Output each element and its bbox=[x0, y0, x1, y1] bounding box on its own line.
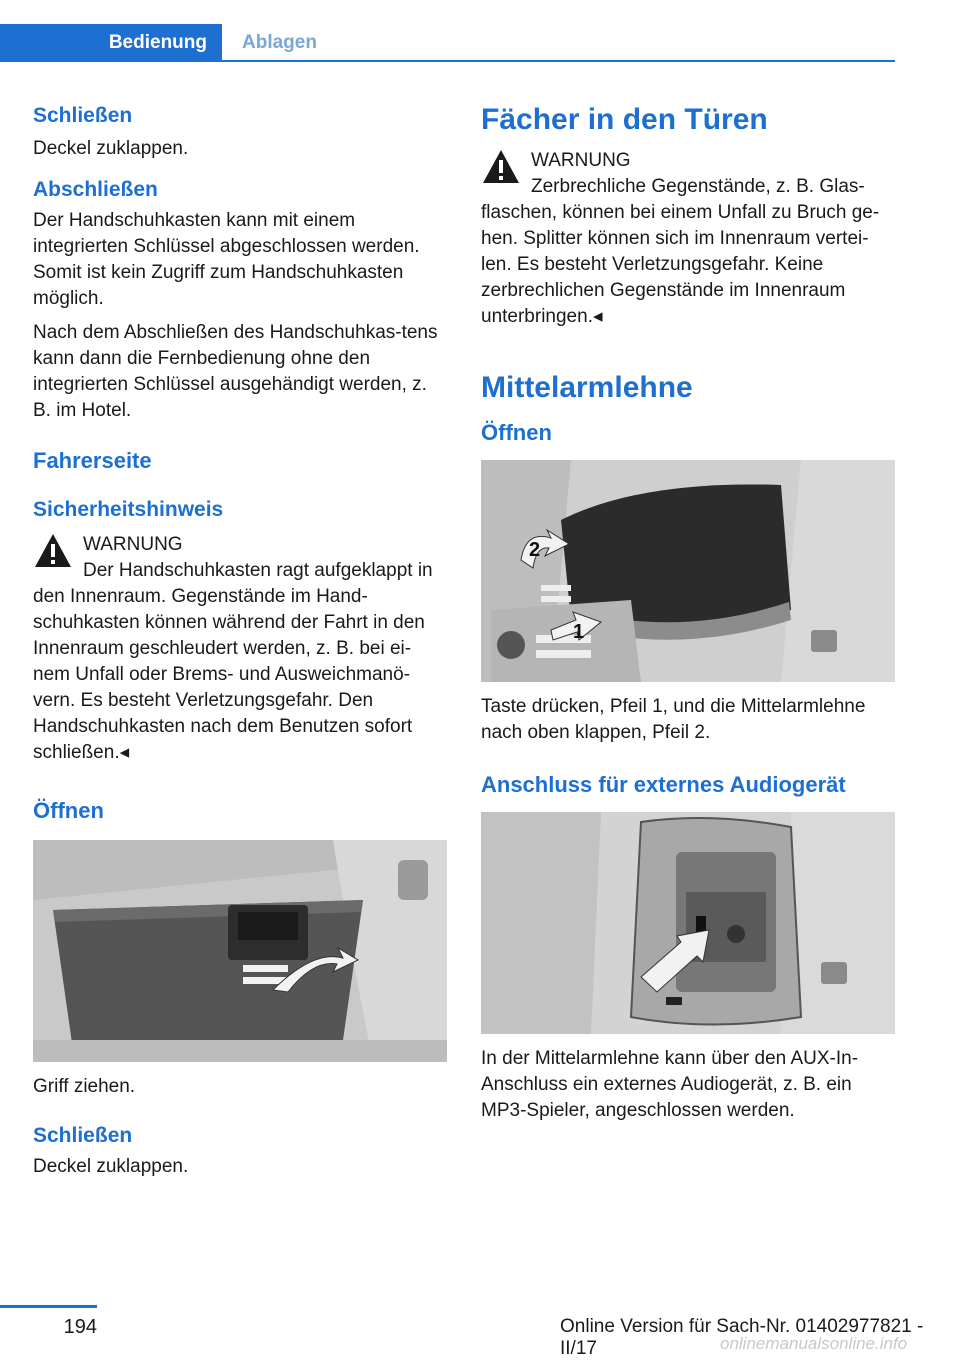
warning-block-right bbox=[481, 148, 895, 330]
warning-triangle-icon bbox=[481, 148, 521, 186]
left-column bbox=[33, 100, 447, 1180]
heading-faecher-tueren: Fächer in den Türen bbox=[481, 103, 768, 136]
page-number: 194 bbox=[63, 1316, 97, 1338]
online-version-text: Online Version für Sach-Nr. 01402977821 - II/17 bbox=[560, 1316, 924, 1359]
glovebox-photo bbox=[33, 840, 447, 1062]
header-bar bbox=[0, 0, 895, 64]
heading-mittelarmlehne: Mittelarmlehne bbox=[481, 371, 693, 404]
arrow-2-label: 2 bbox=[529, 539, 541, 561]
heading-oeffnen: Öffnen bbox=[33, 798, 104, 823]
text-abschliessen-2: Nach dem Abschließen des Handschuhkas-tens kann dann die Fernbedienung ohne den integrierten Schlüssel ausgehändigt werden, z. B. im Hotel. bbox=[33, 322, 438, 421]
warning-triangle-icon bbox=[33, 532, 73, 570]
warning-text-right: Zerbrechliche Gegenstände, z. B. Glas-flaschen, können bei einem Unfall zu Bruch ge-hen. Splitter können sich im Innenraum vertei-len. Es besteht Verletzungsgefahr. Keine zerbrechlichen Gegenstände im Innenraum unterbringen.◂ bbox=[481, 176, 880, 327]
arrow-1-label: 1 bbox=[573, 621, 585, 643]
aux-photo bbox=[481, 812, 895, 1034]
caption-aux: In der Mittelarmlehne kann über den AUX-In-Anschluss ein externes Audiogerät, z. B. ein MP3-Spieler, angeschlossen werden. bbox=[481, 1048, 859, 1121]
caption-armrest: Taste drücken, Pfeil 1, und die Mittelarmlehne nach oben klappen, Pfeil 2. bbox=[481, 696, 866, 743]
text-deckel-zuklappen-2: Deckel zuklappen. bbox=[33, 1156, 189, 1177]
heading-sicherheitshinweis: Sicherheitshinweis bbox=[33, 498, 224, 521]
tab-bedienung[interactable]: Bedienung bbox=[0, 24, 222, 62]
caption-griff-ziehen: Griff ziehen. bbox=[33, 1076, 136, 1097]
footer-divider bbox=[0, 1305, 97, 1308]
text-abschliessen-1: Der Handschuhkasten kann mit einem integrierten Schlüssel abgeschlossen werden. Somit ist kein Zugriff zum Handschuhkasten möglich. bbox=[33, 210, 420, 309]
heading-oeffnen-right: Öffnen bbox=[481, 420, 552, 445]
heading-abschliessen: Abschließen bbox=[33, 178, 158, 201]
watermark: onlinemanualsonline.info bbox=[720, 1334, 908, 1353]
warning-title: WARNUNG bbox=[83, 534, 183, 555]
tab-ablagen[interactable]: Ablagen bbox=[242, 32, 317, 53]
header-divider bbox=[222, 60, 895, 62]
heading-fahrerseite: Fahrerseite bbox=[33, 448, 152, 473]
heading-aux: Anschluss für externes Audiogerät bbox=[481, 772, 846, 797]
right-column bbox=[481, 100, 895, 1124]
warning-block bbox=[33, 532, 447, 766]
warning-text: Der Handschuhkasten ragt aufgeklappt in den Innenraum. Gegenstände im Hand-schuhkasten können während der Fahrt in den Innenraum geschleudert werden, z. B. bei ei-nem Unfall oder Brems- und Ausweichmanö-vern. Es besteht Verletzungsgefahr. Den Handschuhkasten nach dem Benutzen sofort schließen.◂ bbox=[33, 560, 433, 763]
armrest-photo bbox=[481, 460, 895, 682]
text-deckel-zuklappen: Deckel zuklappen. bbox=[33, 138, 189, 159]
warning-title-right: WARNUNG bbox=[531, 150, 631, 171]
heading-schliessen: Schließen bbox=[33, 104, 133, 127]
heading-schliessen-2: Schließen bbox=[33, 1124, 133, 1147]
